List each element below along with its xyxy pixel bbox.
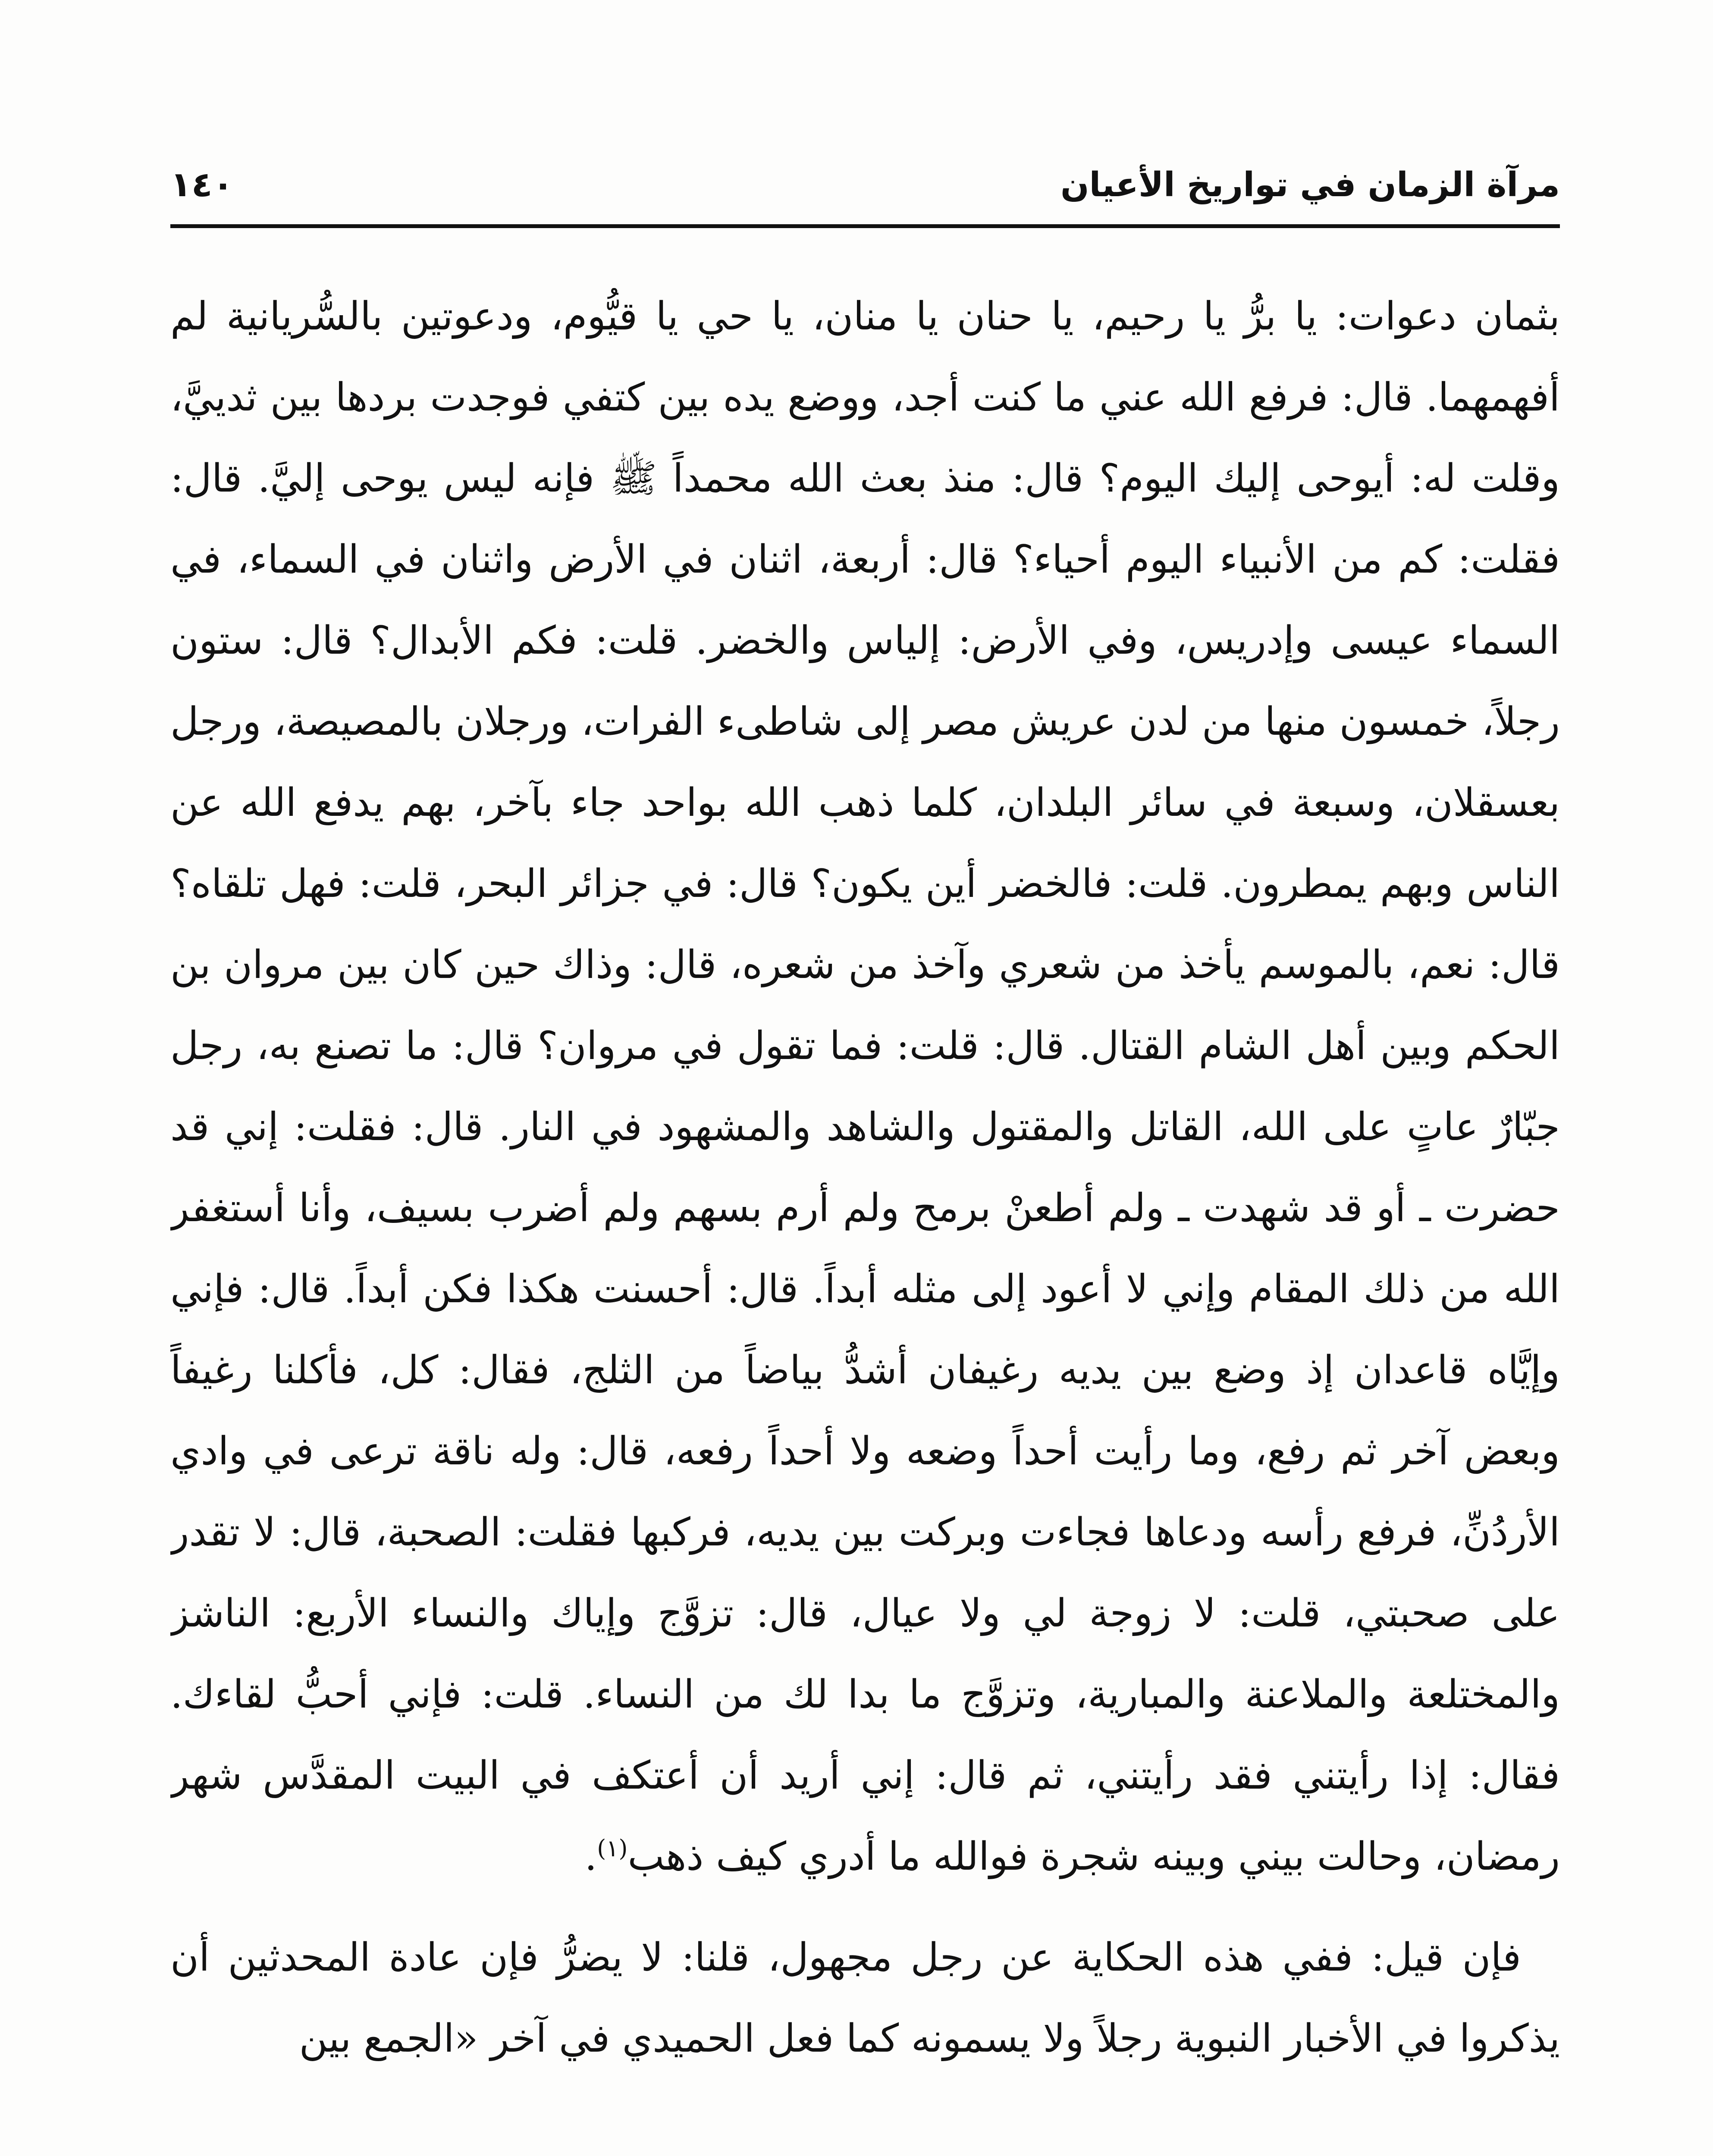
paragraph-1 [170,276,1560,1897]
paragraph-1-text: بثمان دعوات: يا برُّ يا رحيم، يا حنان يا منان، يا حي يا قيُّوم، ودعوتين بالسُّريانية لم أفهمهما. قال: فرفع الله عني ما كنت أجد، ووضع يده بين كتفي فوجدت بردها بين ثدييَّ، وقلت له: أيوحى إليك اليوم؟ قال: منذ بعث الله محمداً ﷺ فإنه ليس يوحى إليَّ. قال: فقلت: كم من الأنبياء اليوم أحياء؟ قال: أربعة، اثنان في الأرض واثنان في السماء، في السماء عيسى وإدريس، وفي الأرض: إلياس والخضر. قلت: فكم الأبدال؟ قال: ستون رجلاً، خمسون منها من لدن عريش مصر إلى شاطىء الفرات، ورجلان بالمصيصة، ورجل بعسقلان، وسبعة في سائر البلدان، كلما ذهب الله بواحد جاء بآخر، بهم يدفع الله عن الناس وبهم يمطرون. قلت: فالخضر أين يكون؟ قال: في جزائر البحر، قلت: فهل تلقاه؟ قال: نعم، بالموسم يأخذ من شعري وآخذ من شعره، قال: وذاك حين كان بين مروان بن الحكم وبين أهل الشام القتال. قال: قلت: فما تقول في مروان؟ قال: ما تصنع به، رجل جبّارٌ عاتٍ على الله، القاتل والمقتول والشاهد والمشهود في النار. قال: فقلت: إني قد حضرت ـ أو قد شهدت ـ ولم أطعنْ برمح ولم أرم بسهم ولم أضرب بسيف، وأنا أستغفر الله من ذلك المقام وإني لا أعود إلى مثله أبداً. قال: أحسنت هكذا فكن أبداً. قال: فإني وإيَّاه قاعدان إذ وضع بين يديه رغيفان أشدُّ بياضاً من الثلج، فقال: كل، فأكلنا رغيفاً وبعض آخر ثم رفع، وما رأيت أحداً وضعه ولا أحداً رفعه، قال: وله ناقة ترعى في وادي الأردُنِّ، فرفع رأسه ودعاها فجاءت وبركت بين يديه، فركبها فقلت: الصحبة، قال: لا تقدر على صحبتي، قلت: لا زوجة لي ولا عيال، قال: تزوَّج وإياك والنساء الأربع: الناشز والمختلعة والملاعنة والمبارية، وتزوَّج ما بدا لك من النساء. قلت: فإني أحبُّ لقاءك. فقال: إذا رأيتني فقد رأيتني، ثم قال: إني أريد أن أعتكف في البيت المقدَّس شهر رمضان، وحالت بيني وبينه شجرة فوالله ما أدري كيف ذهب [170,294,1560,1879]
header-divider [170,224,1560,228]
book-title: مرآة الزمان في تواريخ الأعيان [1060,166,1560,204]
running-header [170,142,1560,207]
paragraph-1-end: . [584,1834,597,1879]
main-text [170,276,1560,2156]
paragraph-2: فإن قيل: ففي هذه الحكاية عن رجل مجهول، قلنا: لا يضرُّ فإن عادة المحدثين أن يذكروا في الأخبار النبوية رجلاً ولا يسمونه كما فعل الحميدي في آخر «الجمع بين [170,1935,1560,2061]
footnote-reference: (١) [597,1835,628,1862]
page-number: ١٤٠ [170,164,234,204]
